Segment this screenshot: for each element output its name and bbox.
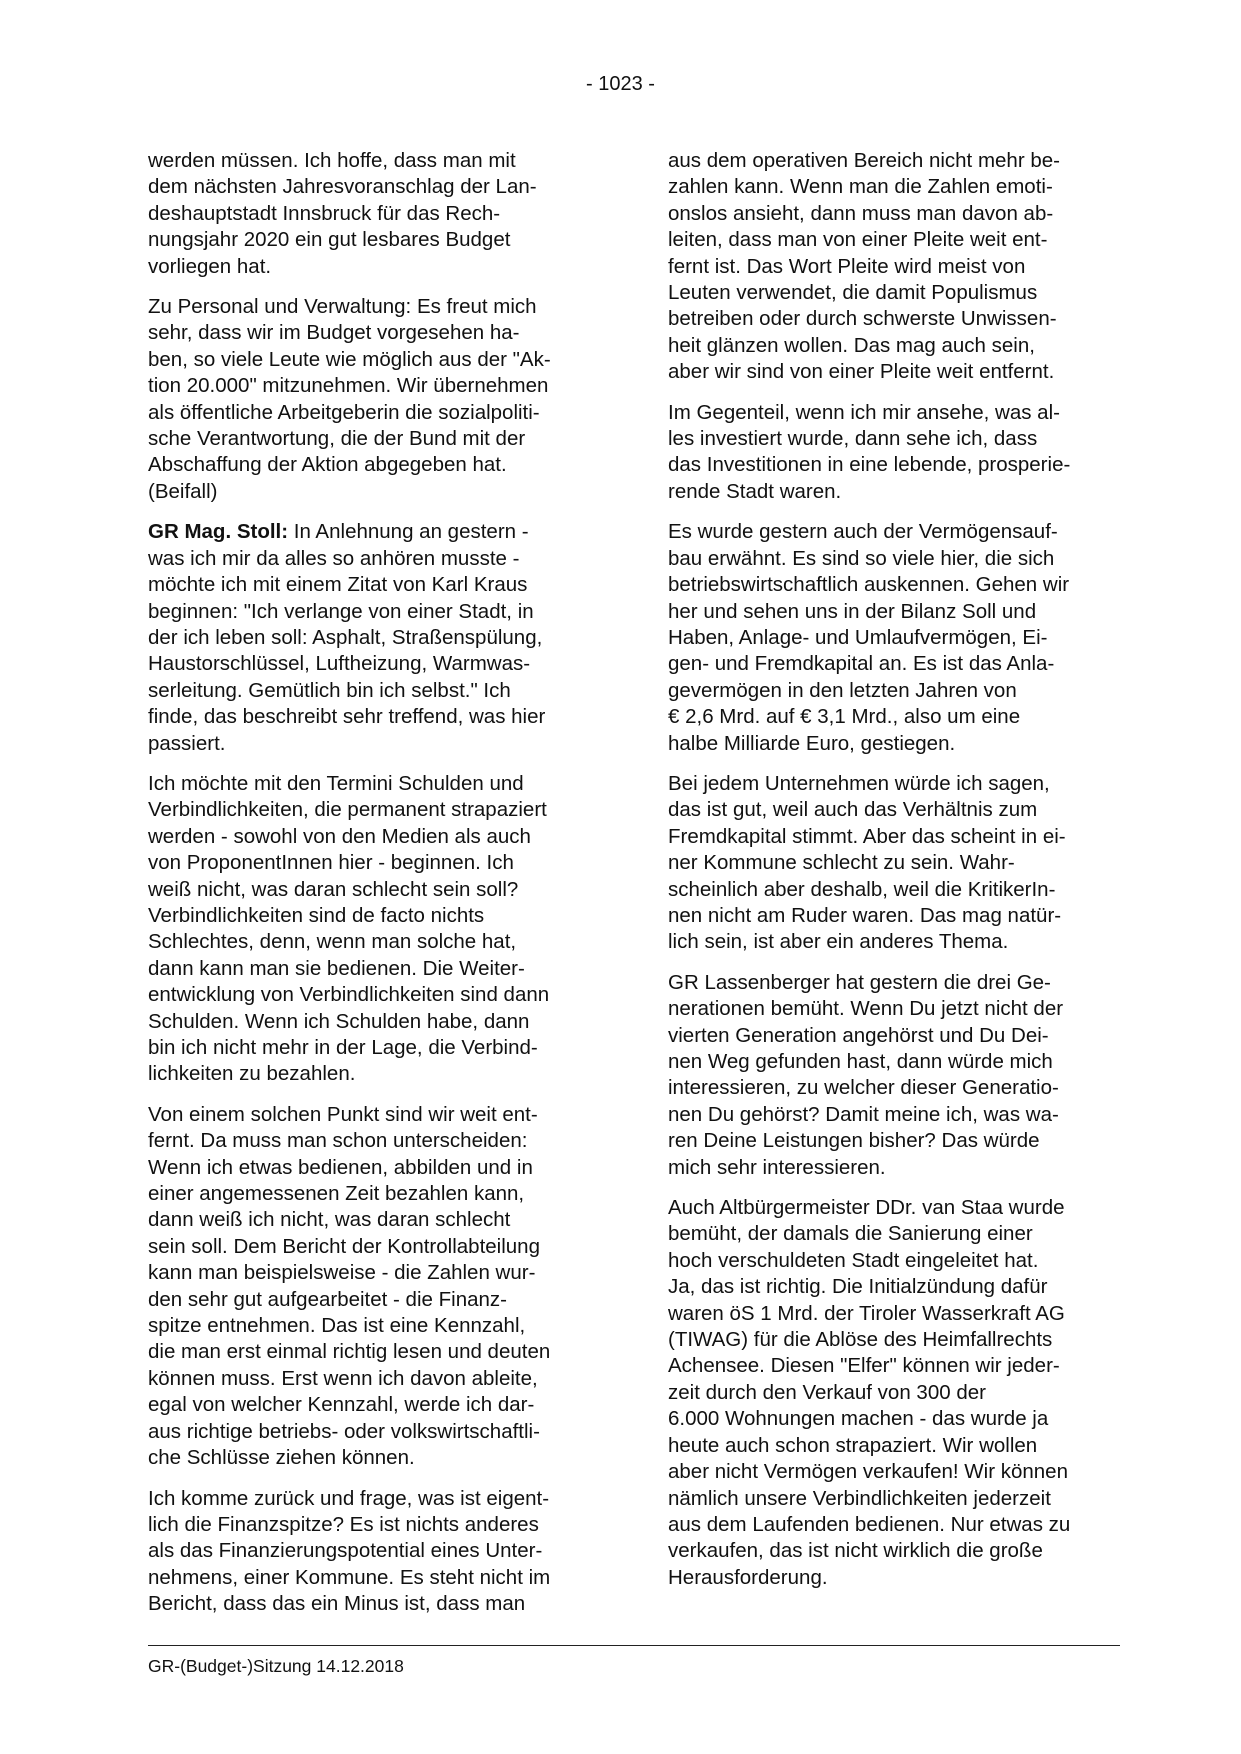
- paragraph: Ich möchte mit den Termini Schulden und Verbindlichkeiten, die permanent strapaziert werden - sowohl von den Medien als auch von ProponentInnen hier - beginnen. Ich weiß nicht, was daran schlecht sein soll? Verbindlichkeiten sind de facto nichts Schlechtes, denn, wenn man solche hat, dann kann man sie bedienen. Die Weiter- entwicklung von Verbindlichkeiten sind dann Schulden. Wenn ich Schulden habe, dann bin ich nicht mehr in der Lage, die Verbind- lichkeiten zu bezahlen.: [148, 771, 550, 1086]
- footer-divider: [148, 1645, 1120, 1646]
- paragraph: Bei jedem Unternehmen würde ich sagen, das ist gut, weil auch das Verhältnis zum Fremdkapital stimmt. Aber das scheint in ei- ner Kommune schlecht zu sein. Wahr- scheinlich aber deshalb, weil die KritikerIn- nen nicht am Ruder waren. Das mag natür- lich sein, ist aber ein anderes Thema.: [668, 771, 1066, 954]
- paragraph: GR Lassenberger hat gestern die drei Ge- nerationen bemüht. Wenn Du jetzt nicht der vierten Generation angehörst und Du Dei- nen Weg gefunden hast, dann würde mich interessieren, zu welcher dieser Generatio- nen Du gehörst? Damit meine ich, was wa- ren Deine Leistungen bisher? Das würde mich sehr interessieren.: [668, 970, 1064, 1179]
- paragraph: Ich komme zurück und frage, was ist eigent- lich die Finanzspitze? Es ist nichts anderes als das Finanzierungspotential eines Unter- nehmens, einer Kommune. Es steht nicht im Bericht, dass das ein Minus ist, dass man: [148, 1486, 551, 1616]
- speaker-name: GR Mag. Stoll:: [148, 520, 289, 544]
- right-column: [668, 148, 1120, 1605]
- left-column: [148, 148, 600, 1632]
- page-number: - 1023 -: [586, 73, 655, 95]
- paragraph: Auch Altbürgermeister DDr. van Staa wurde bemüht, der damals die Sanierung einer hoch verschuldeten Stadt eingeleitet hat. Ja, das ist richtig. Die Initialzündung dafür waren öS 1 Mrd. der Tiroler Wasserkraft AG (TIWAG) für die Ablöse des Heimfallrechts Achensee. Diesen "Elfer" können wir jeder- zeit durch den Verkauf von 300 der 6.000 Wohnungen machen - das wurde ja heute auch schon strapaziert. Wir wollen aber nicht Vermögen verkaufen! Wir können nämlich unsere Verbindlichkeiten jederzeit aus dem Laufenden bedienen. Nur etwas zu verkaufen, das ist nicht wirklich die große Herausforderung.: [668, 1196, 1071, 1589]
- footer-text: GR-(Budget-)Sitzung 14.12.2018: [148, 1656, 404, 1676]
- paragraph: Von einem solchen Punkt sind wir weit ent- fernt. Da muss man schon unterscheiden: Wenn ich etwas bedienen, abbilden und in einer angemessenen Zeit bezahlen kann, dann weiß ich nicht, was daran schlecht sein soll. Dem Bericht der Kontrollabteilung kann man beispielsweise - die Zahlen wur- den sehr gut aufgearbeitet - die Finanz- spitze entnehmen. Das ist eine Kennzahl, die man erst einmal richtig lesen und deuten können muss. Erst wenn ich davon ableite, egal von welcher Kennzahl, werde ich dar- aus richtige betriebs- oder volkswirtschaftli- che Schlüsse ziehen können.: [148, 1102, 551, 1470]
- paragraph: aus dem operativen Bereich nicht mehr be- zahlen kann. Wenn man die Zahlen emoti- onslos ansieht, dann muss man davon ab- leiten, dass man von einer Pleite weit ent- fernt ist. Das Wort Pleite wird meist von Leuten verwendet, die damit Populismus betreiben oder durch schwerste Unwissen- heit glänzen wollen. Das mag auch sein, aber wir sind von einer Pleite weit entfernt.: [668, 149, 1060, 384]
- paragraph-text: In Anlehnung an gestern - was ich mir da alles so anhören musste - möchte ich mit einem Zitat von Karl Kraus beginnen: "Ich verlange von einer Stadt, in der ich leben soll: Asphalt, Straßenspülung, Haustorschlüssel, Luftheizung, Warmwas- serleitung. Gemütlich bin ich selbst." Ich finde, das beschreibt sehr treffend, was hier passiert.: [148, 520, 546, 755]
- paragraph: Es wurde gestern auch der Vermögensauf- bau erwähnt. Es sind so viele hier, die sich betriebswirtschaftlich auskennen. Gehen wir her und sehen uns in der Bilanz Soll und Haben, Anlage- und Umlaufvermögen, Ei- gen- und Fremdkapital an. Es ist das Anla- gevermögen in den letzten Jahren von € 2,6 Mrd. auf € 3,1 Mrd., also um eine halbe Milliarde Euro, gestiegen.: [668, 520, 1070, 755]
- paragraph: Im Gegenteil, wenn ich mir ansehe, was al- les investiert wurde, dann sehe ich, dass das Investitionen in eine lebende, prosperie- rende Stadt waren.: [668, 400, 1071, 503]
- paragraph: [148, 519, 600, 757]
- paragraph: Zu Personal und Verwaltung: Es freut mich sehr, dass wir im Budget vorgesehen ha- ben, so viele Leute wie möglich aus der "Ak- tion 20.000" mitzunehmen. Wir übernehmen als öffentliche Arbeitgeberin die sozialpoliti- sche Verantwortung, die der Bund mit der Abschaffung der Aktion abgegeben hat. (Beifall): [148, 295, 551, 503]
- paragraph: werden müssen. Ich hoffe, dass man mit dem nächsten Jahresvoranschlag der Lan- deshauptstadt Innsbruck für das Rech- nungsjahr 2020 ein gut lesbares Budget vorliegen hat.: [148, 149, 537, 278]
